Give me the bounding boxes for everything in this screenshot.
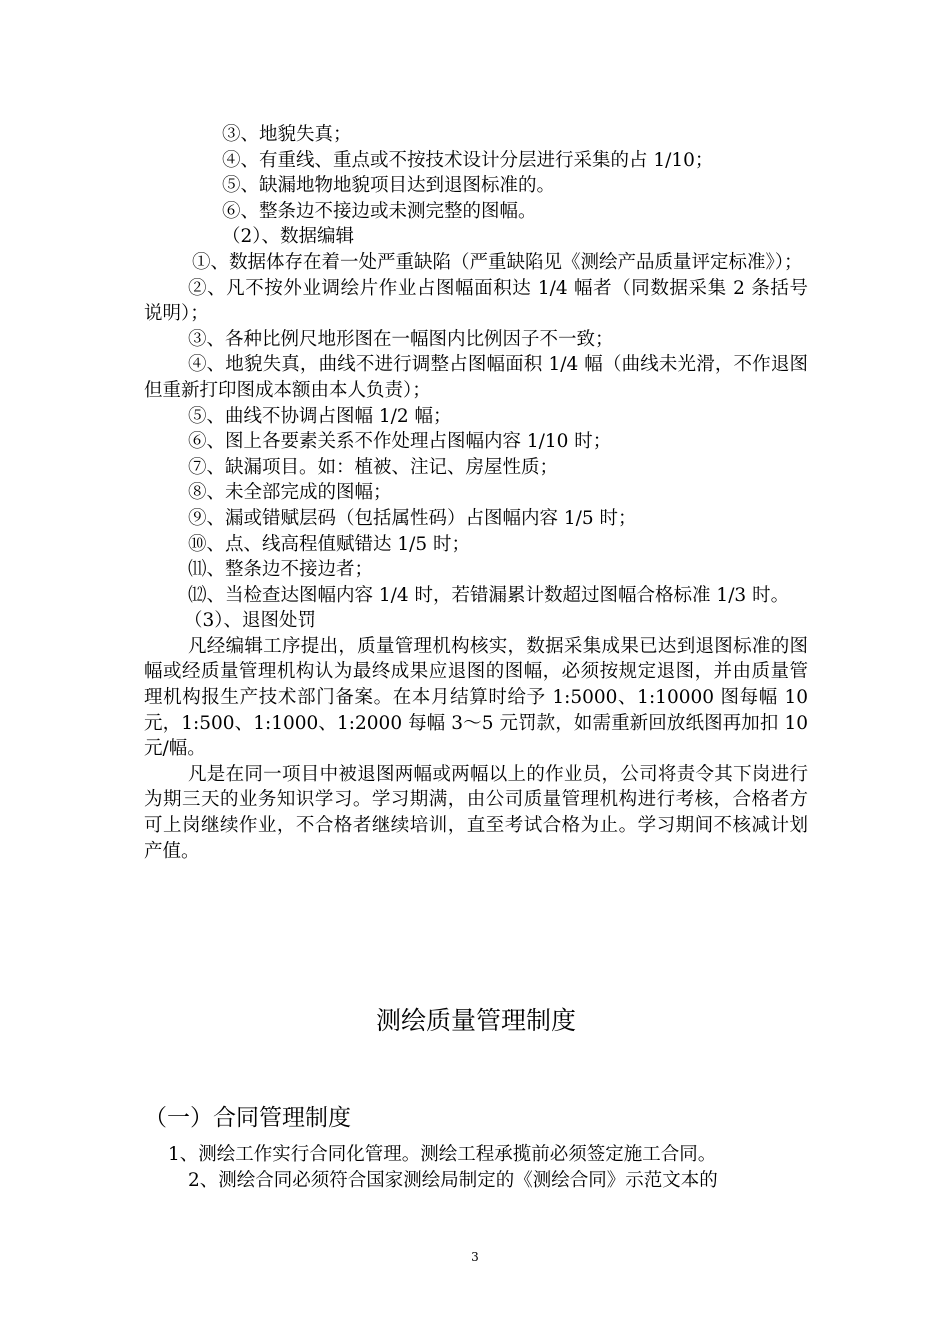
edit-item-5: ⑤、曲线不协调占图幅 1/2 幅； bbox=[188, 405, 452, 427]
edit-item-12: ⑿、当检查达图幅内容 1/4 时，若错漏累计数超过图幅合格标准 1/3 时。 bbox=[188, 584, 790, 606]
edit-item-6: ⑥、图上各要素关系不作处理占图幅内容 1/10 时； bbox=[188, 431, 612, 453]
edit-item-4: ④、地貌失真，曲线不进行调整占图幅面积 1/4 幅（曲线未光滑，不作退图但重新打印图成本额由本人负责）； bbox=[144, 354, 808, 401]
edit-item-8: ⑧、未全部完成的图幅； bbox=[188, 482, 392, 504]
subheading-rejection-penalty: （3）、退图处罚 bbox=[184, 610, 317, 632]
subheading-data-editing: （2）、数据编辑 bbox=[222, 226, 355, 248]
edit-item-3: ③、各种比例尺地形图在一幅图内比例因子不一致； bbox=[188, 328, 614, 350]
section-heading-contract-management: （一）合同管理制度 bbox=[144, 1105, 351, 1131]
edit-item-11: ⑾、整条边不接边者； bbox=[188, 559, 374, 581]
edit-item-9: ⑨、漏或错赋层码（包括属性码）占图幅内容 1/5 时； bbox=[188, 507, 637, 529]
page-number: 3 bbox=[471, 1250, 479, 1264]
item-duplicate-lines: ④、有重线、重点或不按技术设计分层进行采集的占 1/10； bbox=[222, 149, 714, 171]
training-paragraph: 凡是在同一项目中被退图两幅或两幅以上的作业员，公司将责令其下岗进行为期三天的业务知识学习。学习期满，由公司质量管理机构进行考核，合格者方可上岗继续作业，不合格者继续培训，直至考试合格为止。学习期间不核减计划产值。 bbox=[144, 763, 808, 862]
penalty-paragraph: 凡经编辑工序提出，质量管理机构核实，数据采集成果已达到退图标准的图幅或经质量管理机构认为最终成果应退图的图幅，必须按规定退图，并由质量管理机构报生产技术部门备案。在本月结算时给予 1:5000、1:10000 图每幅 10 元，1:500、1:1000、1:2000 每幅 3～5 元罚款，如需重新回放纸图再加扣 10 元/幅。 bbox=[144, 635, 808, 760]
contract-item-1: 1、测绘工作实行合同化管理。测绘工程承揽前必须签定施工合同。 bbox=[168, 1144, 717, 1165]
edit-item-2: ②、凡不按外业调绘片作业占图幅面积达 1/4 幅者（同数据采集 2 条括号说明）； bbox=[144, 277, 808, 325]
upper-body-text bbox=[144, 122, 808, 864]
section-body-text bbox=[144, 1142, 808, 1193]
contract-item-2: 2、测绘合同必须符合国家测绘局制定的《测绘合同》示范文本的 bbox=[188, 1169, 718, 1191]
edit-item-7: ⑦、缺漏项目。如：植被、注记、房屋性质； bbox=[188, 456, 559, 478]
edit-item-1: ①、数据体存在着一处严重缺陷（严重缺陷见《测绘产品质量评定标准》）； bbox=[192, 251, 803, 273]
item-missing-features: ⑤、缺漏地物地貌项目达到退图标准的。 bbox=[222, 175, 556, 197]
item-terrain-distortion: ③、地貌失真； bbox=[222, 124, 352, 145]
item-edge-not-joined: ⑥、整条边不接边或未测完整的图幅。 bbox=[222, 200, 537, 222]
document-title: 测绘质量管理制度 bbox=[375, 1006, 576, 1035]
edit-item-10: ⑩、点、线高程值赋错达 1/5 时； bbox=[188, 533, 471, 555]
